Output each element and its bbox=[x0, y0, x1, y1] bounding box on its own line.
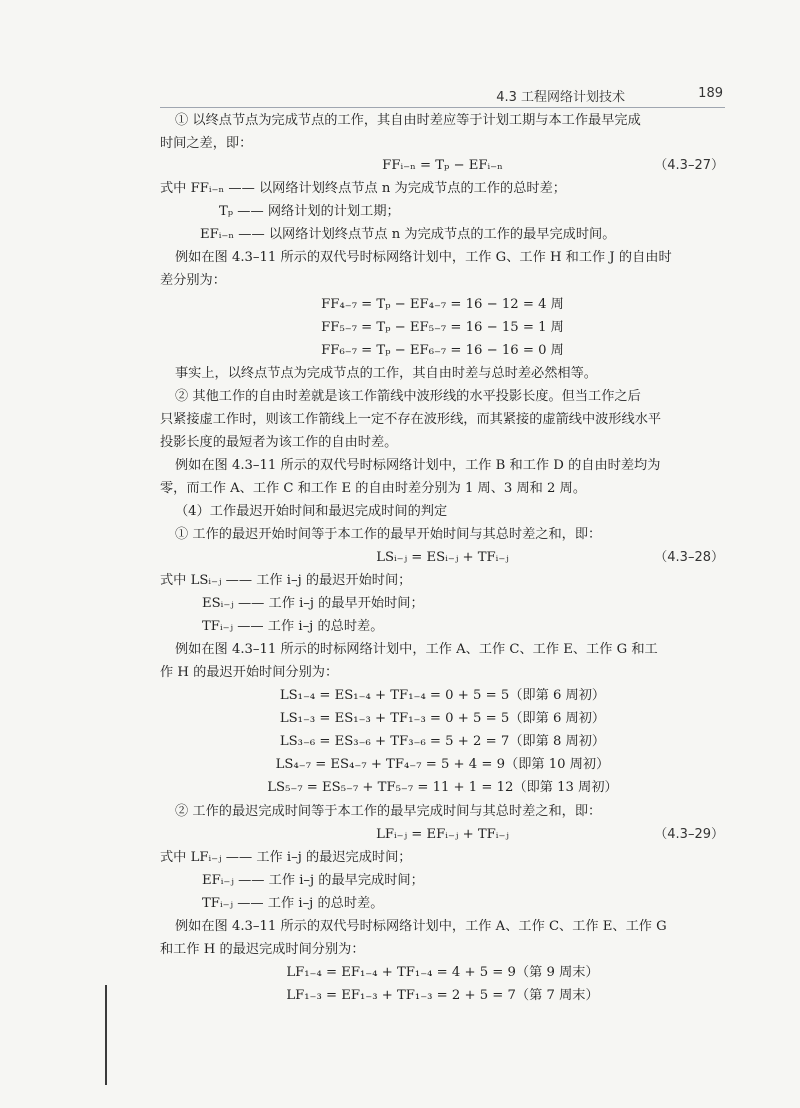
equation-number: （4.3–27） bbox=[654, 158, 724, 173]
header-rule bbox=[160, 107, 725, 108]
text-line: （4）工作最迟开始时间和最迟完成时间的判定 bbox=[175, 504, 448, 519]
text-line: EFᵢ₋ₙ —— 以网络计划终点节点 n 为完成节点的工作的最早完成时间。 bbox=[200, 227, 616, 242]
text-line: 事实上，以终点节点为完成节点的工作，其自由时差与总时差必然相等。 bbox=[175, 366, 597, 381]
text-line: 只紧接虚工作时，则该工作箭线上一定不存在波形线，而其紧接的虚箭线中波形线水平 bbox=[160, 412, 662, 427]
formula-line: FF₆₋₇ = Tₚ − EF₆₋₇ = 16 − 16 = 0 周 bbox=[321, 343, 564, 358]
text-line: 例如在图 4.3–11 所示的双代号时标网络计划中，工作 G、工作 H 和工作 J 的自由时 bbox=[175, 250, 672, 265]
text-line: 例如在图 4.3–11 所示的双代号时标网络计划中，工作 B 和工作 D 的自由时差均为 bbox=[175, 458, 661, 473]
text-line: 差分别为： bbox=[160, 273, 226, 288]
formula-line: LF₁₋₃ = EF₁₋₃ + TF₁₋₃ = 2 + 5 = 7（第 7 周末） bbox=[286, 988, 599, 1003]
text-line: 投影长度的最短者为该工作的自由时差。 bbox=[160, 435, 398, 450]
equation-number: （4.3–29） bbox=[654, 827, 724, 842]
formula-line: FFᵢ₋ₙ = Tₚ − EFᵢ₋ₙ bbox=[382, 158, 503, 173]
formula-line: LF₁₋₄ = EF₁₋₄ + TF₁₋₄ = 4 + 5 = 9（第 9 周末） bbox=[286, 965, 599, 980]
text-line: EFᵢ₋ⱼ —— 工作 i–j 的最早完成时间； bbox=[202, 873, 424, 888]
page-number: 189 bbox=[698, 86, 723, 101]
formula-line: FF₄₋₇ = Tₚ − EF₄₋₇ = 16 − 12 = 4 周 bbox=[321, 297, 564, 312]
formula-line: LS₄₋₇ = ES₄₋₇ + TF₄₋₇ = 5 + 4 = 9（即第 10 周初） bbox=[275, 757, 610, 772]
formula-line: LS₁₋₃ = ES₁₋₃ + TF₁₋₃ = 0 + 5 = 5（即第 6 周初） bbox=[279, 711, 606, 726]
text-line: ② 其他工作的自由时差就是该工作箭线中波形线的水平投影长度。但当工作之后 bbox=[175, 389, 641, 404]
formula-line: FF₅₋₇ = Tₚ − EF₅₋₇ = 16 − 15 = 1 周 bbox=[321, 320, 564, 335]
text-line: TFᵢ₋ⱼ —— 工作 i–j 的总时差。 bbox=[202, 619, 384, 634]
formula-line: LS₃₋₆ = ES₃₋₆ + TF₃₋₆ = 5 + 2 = 7（即第 8 周初） bbox=[279, 734, 606, 749]
equation-number: （4.3–28） bbox=[654, 550, 724, 565]
text-line: Tₚ —— 网络计划的计划工期； bbox=[219, 204, 400, 219]
running-header bbox=[160, 86, 725, 104]
text-line: ② 工作的最迟完成时间等于本工作的最早完成时间与其总时差之和，即： bbox=[175, 804, 602, 819]
text-line: ESᵢ₋ⱼ —— 工作 i–j 的最早开始时间； bbox=[202, 596, 424, 611]
formula-line: LFᵢ₋ⱼ = EFᵢ₋ⱼ + TFᵢ₋ⱼ bbox=[376, 827, 509, 842]
text-line: 式中 LFᵢ₋ⱼ —— 工作 i–j 的最迟完成时间； bbox=[160, 850, 412, 865]
text-line: 式中 LSᵢ₋ⱼ —— 工作 i–j 的最迟开始时间； bbox=[160, 573, 412, 588]
text-line: 例如在图 4.3–11 所示的时标网络计划中，工作 A、工作 C、工作 E、工作 G 和工 bbox=[175, 642, 658, 657]
formula-line: LSᵢ₋ⱼ = ESᵢ₋ⱼ + TFᵢ₋ⱼ bbox=[376, 550, 509, 565]
formula-line: LS₅₋₇ = ES₅₋₇ + TF₅₋₇ = 11 + 1 = 12（即第 13 周初） bbox=[267, 780, 618, 795]
text-line: 零，而工作 A、工作 C 和工作 E 的自由时差分别为 1 周、3 周和 2 周。 bbox=[160, 481, 587, 496]
text-line: ① 工作的最迟开始时间等于本工作的最早开始时间与其总时差之和，即： bbox=[175, 527, 602, 542]
text-line: 式中 FFᵢ₋ₙ —— 以网络计划终点节点 n 为完成节点的工作的总时差； bbox=[160, 181, 566, 196]
text-line: 例如在图 4.3–11 所示的双代号时标网络计划中，工作 A、工作 C、工作 E、工作 G bbox=[175, 919, 667, 934]
text-line: ① 以终点节点为完成节点的工作，其自由时差应等于计划工期与本工作最早完成 bbox=[175, 113, 641, 128]
text-line: TFᵢ₋ⱼ —— 工作 i–j 的总时差。 bbox=[202, 896, 384, 911]
binding-shadow bbox=[105, 985, 107, 1085]
text-line: 作 H 的最迟开始时间分别为： bbox=[160, 665, 339, 680]
formula-line: LS₁₋₄ = ES₁₋₄ + TF₁₋₄ = 0 + 5 = 5（即第 6 周初） bbox=[279, 688, 606, 703]
header-section-title: 4.3 工程网络计划技术 bbox=[496, 90, 625, 105]
text-line: 时间之差，即： bbox=[160, 136, 253, 151]
text-line: 和工作 H 的最迟完成时间分别为： bbox=[160, 942, 365, 957]
